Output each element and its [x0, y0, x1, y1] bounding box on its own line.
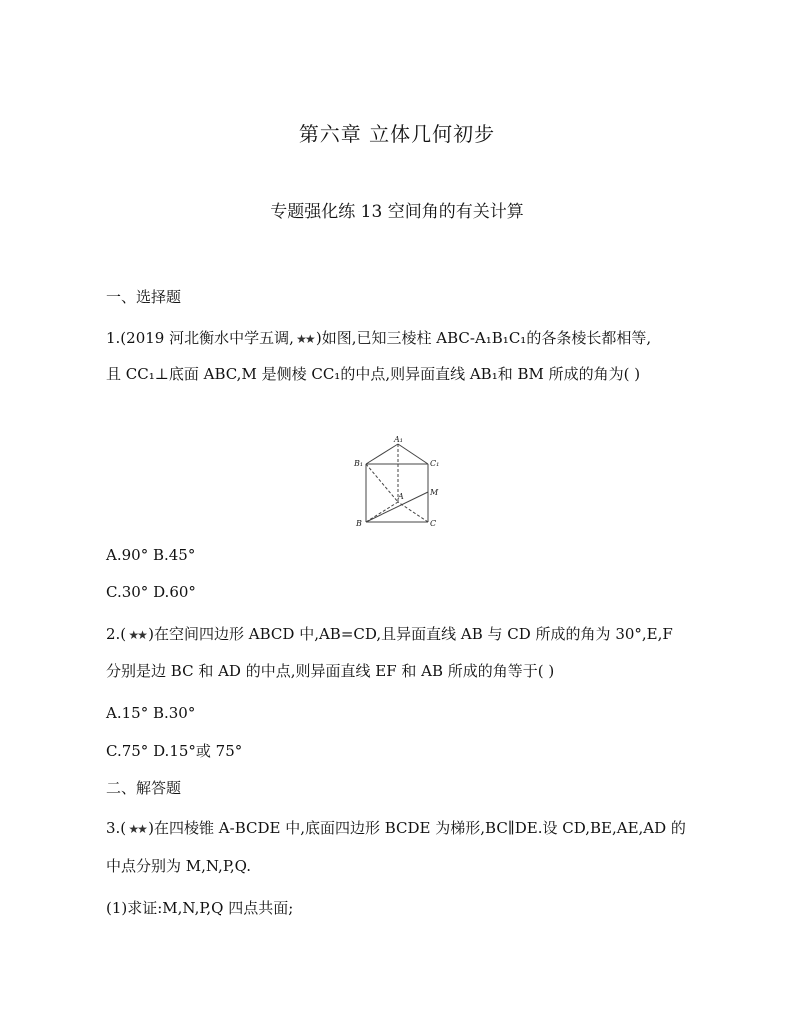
difficulty-star-icon: ★★ [296, 332, 314, 346]
label-B1: B₁ [354, 459, 364, 468]
difficulty-star-icon: ★★ [128, 822, 146, 836]
q1-text: )如图,已知三棱柱 ABC-A₁B₁C₁的各条棱长都相等, [315, 329, 652, 347]
q3-prefix: 3.( [106, 819, 127, 837]
q3-part1: (1)求证:M,N,P,Q 四点共面; [106, 899, 294, 917]
practice-title: 专题强化练 13 空间角的有关计算 [270, 202, 524, 222]
label-A1: A₁ [394, 435, 403, 444]
q1-options-ab: A.90° B.45° [106, 546, 196, 564]
label-C: C [430, 519, 437, 528]
q2-prefix: 2.( [106, 625, 127, 643]
prism-figure [350, 432, 444, 530]
label-M: M [430, 488, 439, 497]
q1-line2: 且 CC₁⊥底面 ABC,M 是侧棱 CC₁的中点,则异面直线 AB₁和 BM 所成的角为( ) [106, 365, 641, 383]
q1-options-cd: C.30° D.60° [106, 583, 196, 601]
q2-text: )在空间四边形 ABCD 中,AB=CD,且异面直线 AB 与 CD 所成的角为 30°,E,F [148, 625, 673, 643]
section-choice-heading: 一、选择题 [106, 288, 182, 306]
label-B: B [356, 519, 362, 528]
q3-text: )在四棱锥 A-BCDE 中,底面四边形 BCDE 为梯形,BC∥DE.设 CD,BE,AE,AD 的 [148, 819, 686, 837]
label-A: A [398, 492, 404, 501]
q3-line2: 中点分别为 M,N,P,Q. [106, 857, 251, 875]
chapter-title: 第六章 立体几何初步 [298, 122, 496, 146]
q1-prefix: 1.(2019 河北衡水中学五调, [106, 329, 294, 347]
q2-options-ab: A.15° B.30° [106, 704, 196, 722]
section-answer-heading: 二、解答题 [106, 779, 182, 797]
q2-line2: 分别是边 BC 和 AD 的中点,则异面直线 EF 和 AB 所成的角等于( ) [106, 662, 555, 680]
difficulty-star-icon: ★★ [128, 628, 146, 642]
q3-line1 [106, 818, 686, 839]
q2-options-cd: C.75° D.15°或 75° [106, 742, 243, 760]
label-C1: C₁ [430, 459, 440, 468]
q1-line1 [106, 328, 651, 349]
q2-line1 [106, 624, 673, 645]
